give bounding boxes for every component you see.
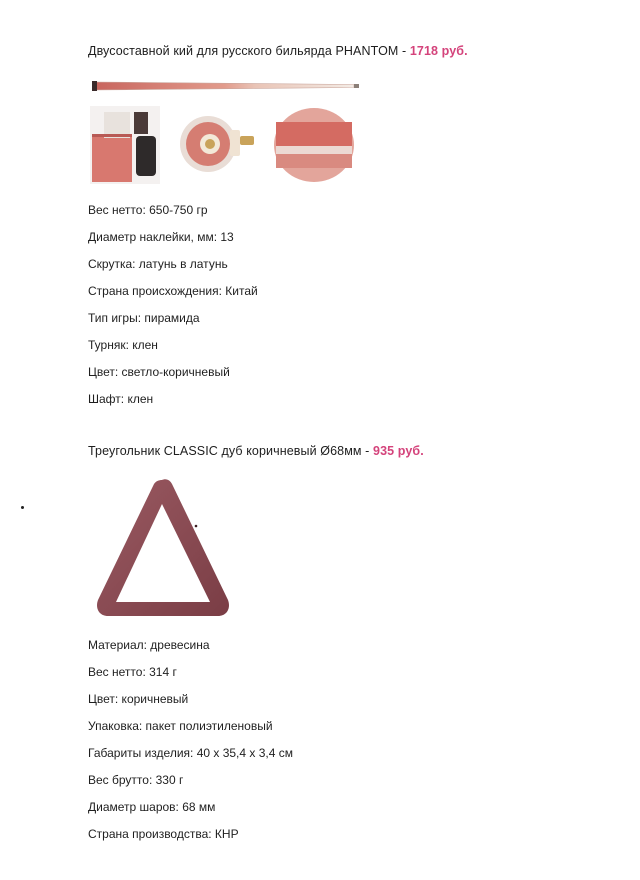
product1-title: Двусоставной кий для русского бильярда PHANTOM [88,44,399,58]
cue-joint-thumbnail [90,106,160,184]
product2-spec-dimensions: Габариты изделия: 40 х 35,4 х 3,4 см [88,746,293,760]
product2-spec-color: Цвет: коричневый [88,692,189,706]
product1-title-line [88,44,468,58]
cue-wood-thumbnail [272,106,356,184]
product2-price: 935 руб. [373,444,424,458]
product2-spec-net-weight: Вес нетто: 314 г [88,665,177,679]
cue-image [92,78,360,94]
product1-spec-game-type: Тип игры: пирамида [88,311,200,325]
product1-spec-joint: Скрутка: латунь в латунь [88,257,228,271]
product1-spec-origin: Страна происхождения: Китай [88,284,258,298]
product2-spec-material: Материал: древесина [88,638,210,652]
cue-screw-thumbnail [180,106,260,184]
product1-spec-color: Цвет: светло-коричневый [88,365,230,379]
product2-title: Треугольник CLASSIC дуб коричневый Ø68мм [88,444,362,458]
product1-spec-weight: Вес нетто: 650-750 гр [88,203,208,217]
triangle-rack-image [92,474,234,624]
scan-speck [21,506,24,509]
product1-price: 1718 руб. [409,44,468,58]
product2-spec-country: Страна производства: КНР [88,827,239,841]
product2-spec-gross-weight: Вес брутто: 330 г [88,773,184,787]
product2-separator: - [361,444,374,458]
product2-spec-packaging: Упаковка: пакет полиэтиленовый [88,719,273,733]
product1-spec-butt: Турняк: клен [88,338,158,352]
product1-spec-tip-diameter: Диаметр наклейки, мм: 13 [88,230,234,244]
product1-separator: - [398,44,410,58]
product2-spec-ball-diameter: Диаметр шаров: 68 мм [88,800,216,814]
product1-spec-shaft: Шафт: клен [88,392,154,406]
product2-title-line [88,444,424,458]
